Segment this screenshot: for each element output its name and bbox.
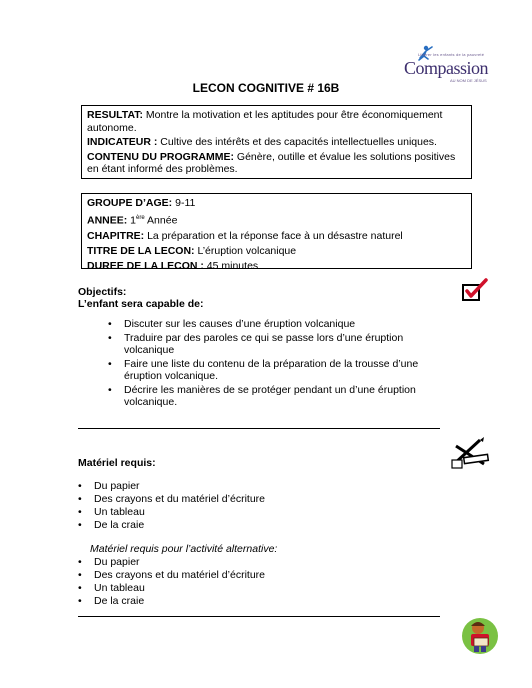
objectives-title: Objectifs:: [78, 286, 127, 298]
materials-title: Matériel requis:: [78, 457, 156, 469]
list-item: • De la craie: [78, 519, 378, 531]
list-item: • Traduire par des paroles ce qui se passe lors d’une éruption volcanique: [108, 332, 428, 356]
list-item: • Discuter sur les causes d’une éruption volcanique: [108, 318, 428, 330]
child-reading-icon: [460, 614, 500, 656]
logo-wordmark: Compassion: [404, 58, 489, 78]
materials-list: [78, 480, 378, 532]
resultat-label: RESULTAT:: [87, 109, 143, 121]
titre-row: [87, 245, 466, 258]
contenu-text: Génère, outille et évalue les solutions positives en étant informé des problèmes.: [87, 150, 456, 175]
resultat-text: Montre la motivation et les aptitudes pour être économiquement autonome.: [87, 109, 443, 134]
alt-materials-list: [78, 556, 378, 608]
groupe-text: 9-11: [172, 197, 196, 209]
chapitre-label: CHAPITRE:: [87, 229, 145, 242]
list-item: • Des crayons et du matériel d’écriture: [78, 569, 378, 581]
checkbox-check-icon: [461, 278, 489, 302]
pencil-tools-icon: [450, 436, 492, 470]
chapitre-text: La préparation et la réponse face à un désastre naturel: [144, 229, 403, 242]
lesson-objectives-box: [81, 105, 472, 179]
objectives-list: [108, 318, 428, 410]
objectives-subtitle: L’enfant sera capable de:: [78, 298, 204, 310]
annee-sup: ère: [136, 215, 145, 221]
lesson-info-box: [81, 193, 472, 272]
groupe-row: [87, 197, 466, 210]
contenu-label: CONTENU DU PROGRAMME:: [87, 150, 234, 163]
titre-label: TITRE DE LA LECON:: [87, 244, 195, 257]
indicateur-text: Cultive des intérêts et des capacités intellectuelles uniques.: [157, 136, 437, 148]
logo-tagline: Libérer les enfants de la pauvreté: [418, 52, 485, 57]
page-title: LECON COGNITIVE # 16B: [192, 81, 340, 95]
list-item: • Du papier: [78, 480, 378, 492]
groupe-label: GROUPE D’AGE:: [87, 197, 173, 209]
contenu-row: [87, 151, 466, 176]
list-item: • Un tableau: [78, 506, 378, 518]
objectives-heading: [78, 286, 203, 310]
list-item: • Un tableau: [78, 582, 378, 594]
annee-num: 1: [127, 214, 137, 227]
list-item: • De la craie: [78, 595, 378, 607]
divider: [78, 616, 440, 617]
duree-row: [87, 260, 466, 273]
divider: [78, 428, 440, 429]
list-item: • Faire une liste du contenu de la préparation de la trousse d’une éruption volcanique.: [108, 358, 428, 382]
annee-label: ANNEE:: [87, 214, 128, 227]
annee-text: Année: [144, 214, 178, 227]
resultat-row: [87, 109, 466, 134]
annee-row: [87, 212, 466, 227]
indicateur-row: [87, 136, 466, 149]
duree-label: DUREE DE LA LECON :: [87, 259, 204, 272]
logo-subtext: AU NOM DE JÉSUS: [450, 78, 487, 83]
titre-text: L’éruption volcanique: [194, 244, 297, 257]
chapitre-row: [87, 230, 466, 243]
list-item: • Des crayons et du matériel d’écriture: [78, 493, 378, 505]
list-item: • Du papier: [78, 556, 378, 568]
list-item: • Décrire les manières de se protéger pendant un d’une éruption volcanique.: [108, 384, 428, 408]
indicateur-label: INDICATEUR :: [87, 136, 158, 148]
alt-materials-title: Matériel requis pour l’activité alternative:: [90, 543, 278, 555]
duree-text: 45 minutes: [203, 259, 259, 272]
